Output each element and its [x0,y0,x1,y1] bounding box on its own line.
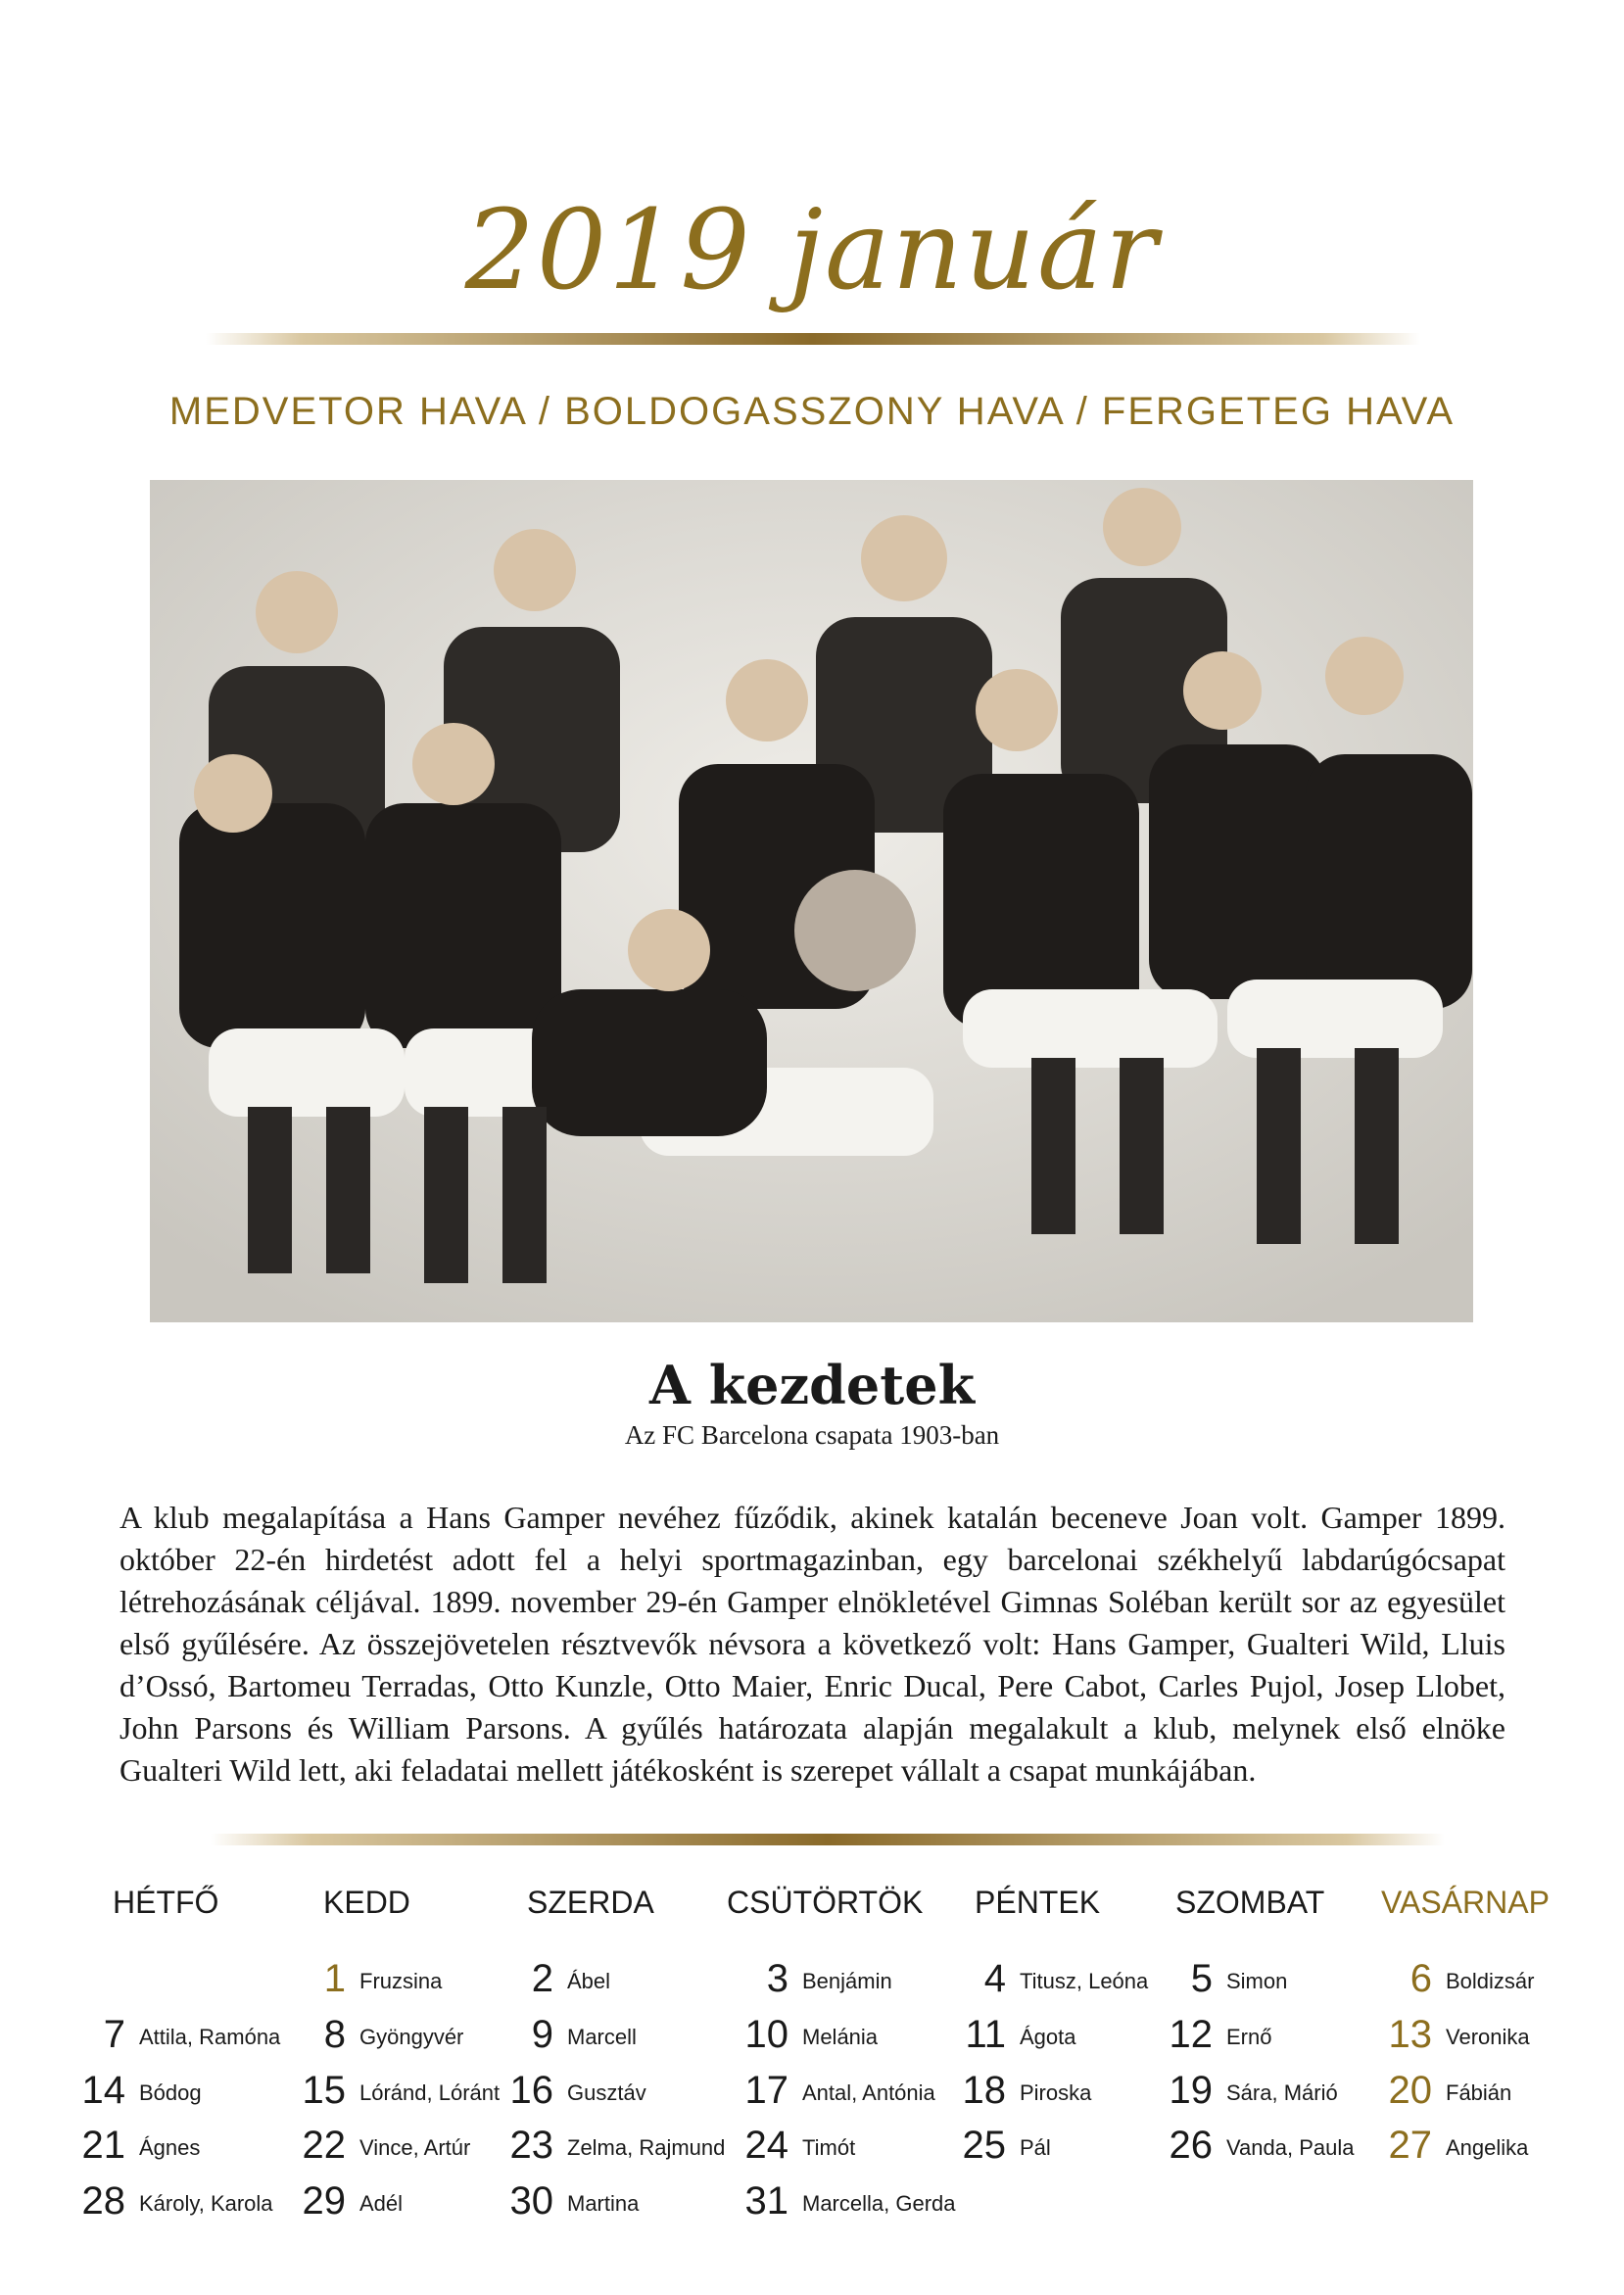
photo-caption: Az FC Barcelona csapata 1903-ban [624,1420,1000,1450]
calendar-day [267,1947,443,2000]
calendar-day [267,2059,501,2112]
name-day: Angelika [1446,2135,1529,2160]
day-number: 31 [744,2179,788,2223]
calendar-day [1354,2059,1512,2112]
calendar-day [475,2059,646,2112]
decorative-rule [211,1834,1445,1845]
calendar-day [47,2059,202,2112]
calendar-day [47,2003,281,2056]
day-number: 28 [81,2179,125,2223]
name-day: Marcell [567,2025,637,2049]
weekday-label: HÉTFŐ [113,1885,219,1920]
day-number: 4 [983,1957,1006,2000]
name-day: Ernő [1226,2025,1272,2049]
name-day: Adél [359,2191,404,2216]
calendar-day [267,2003,464,2056]
day-number: 26 [1169,2124,1213,2167]
name-day: Martina [567,2191,640,2216]
weekday-label: SZERDA [527,1885,654,1920]
calendar-day [1354,2003,1530,2056]
month-subtitle: MEDVETOR HAVA / BOLDOGASSZONY HAVA / FERGETEG HAVA [168,390,1456,433]
calendar-day [710,2003,879,2056]
page-title: 2019 január [464,187,1160,314]
calendar-day [475,1947,611,2000]
calendar-day [1134,2059,1338,2112]
calendar-day [1354,2114,1529,2167]
day-number: 7 [103,2013,125,2056]
name-day: Attila, Ramóna [139,2025,281,2049]
day-number: 8 [323,2013,346,2056]
calendar-day [928,2059,1092,2112]
day-number: 27 [1388,2124,1432,2167]
name-day: Károly, Karola [139,2191,273,2216]
calendar-day [47,2170,273,2223]
day-number: 1 [323,1957,346,2000]
article-heading: A kezdetek [649,1354,975,1416]
decorative-rule [206,333,1420,345]
name-day: Lóránd, Lóránt [359,2080,501,2105]
name-day: Sára, Márió [1226,2080,1338,2105]
calendar-day [47,2114,201,2167]
name-day: Veronika [1446,2025,1530,2049]
name-day: Titusz, Leóna [1020,1969,1149,1993]
name-day: Ágota [1020,2025,1076,2049]
day-number: 6 [1409,1957,1432,2000]
name-day: Ágnes [139,2135,201,2160]
weekday-header [0,1885,1624,1924]
name-day: Fruzsina [359,1969,443,1993]
name-day: Vince, Artúr [359,2135,471,2160]
calendar-day [928,2003,1076,2056]
day-number: 9 [531,2013,553,2056]
weekday-label: SZOMBAT [1175,1885,1325,1920]
day-number: 11 [965,2013,1006,2056]
day-number: 16 [509,2069,553,2112]
name-day: Vanda, Paula [1226,2135,1355,2160]
calendar-day [475,2170,640,2223]
weekday-label: PÉNTEK [975,1885,1101,1920]
name-day: Bódog [139,2080,202,2105]
calendar-day [928,1947,1149,2000]
name-day: Ábel [567,1969,611,1993]
name-day: Boldizsár [1446,1969,1535,1993]
calendar-day [1134,2114,1355,2167]
day-number: 24 [744,2124,788,2167]
day-number: 29 [302,2179,346,2223]
name-day: Simon [1226,1969,1288,1993]
name-day: Fábián [1446,2080,1512,2105]
day-number: 23 [509,2124,553,2167]
day-number: 2 [531,1957,553,2000]
day-number: 20 [1388,2069,1432,2112]
day-number: 18 [962,2069,1006,2112]
calendar-day [710,2114,856,2167]
day-number: 12 [1169,2013,1213,2056]
day-number: 10 [744,2013,788,2056]
day-number: 3 [766,1957,788,2000]
day-number: 25 [962,2124,1006,2167]
name-day: Pál [1020,2135,1051,2160]
name-day: Gyöngyvér [359,2025,464,2049]
name-day: Piroska [1020,2080,1092,2105]
name-day: Zelma, Rajmund [567,2135,726,2160]
calendar-day [475,2003,637,2056]
weekday-label: CSÜTÖRTÖK [727,1885,924,1920]
name-day: Melánia [802,2025,879,2049]
calendar-day [1134,2003,1272,2056]
name-day: Antal, Antónia [802,2080,935,2105]
day-number: 19 [1169,2069,1213,2112]
day-number: 21 [81,2124,125,2167]
calendar-day [267,2170,404,2223]
weekday-label: KEDD [323,1885,410,1920]
day-number: 22 [302,2124,346,2167]
calendar-day [475,2114,726,2167]
team-photo [150,480,1473,1322]
name-day: Gusztáv [567,2080,646,2105]
calendar-day [1134,1947,1288,2000]
day-number: 14 [81,2069,125,2112]
calendar-day [710,2170,956,2223]
day-number: 17 [744,2069,788,2112]
day-number: 5 [1190,1957,1213,2000]
team-photo-illustration [150,480,1473,1322]
weekday-label-sunday: VASÁRNAP [1381,1885,1550,1920]
calendar-day [710,2059,935,2112]
name-day: Marcella, Gerda [802,2191,956,2216]
article-body: A klub megalapítása a Hans Gamper nevéhez fűződik, akinek katalán beceneve Joan volt. Gamper 1899. október 22-én hirdetést adott fel a helyi sportmagazinban, egy barcelonai székhelyű labdarúgócsapat létrehozásának céljával. 1899. november 29-én Gamper elnökletével Gimnas Soléban került sor az egyesület első gyűlésére. Az összejövetelen résztvevők névsora a következő volt: Hans Gamper, Gualteri Wild, Lluis d’Ossó, Bartomeu Terradas, Otto Kunzle, Otto Maier, Enric Ducal, Pere Cabot, Carles Pujol, Josep Llobet, John Parsons és William Parsons. A gyűlés határozata alapján megalakult a klub, melynek első elnöke Gualteri Wild lett, aki feladatai mellett játékosként is szerepet vállalt a csapat munkájában. [119,1500,1505,1788]
name-day: Benjámin [802,1969,892,1993]
name-day: Timót [802,2135,856,2160]
calendar-day [710,1947,892,2000]
day-number: 13 [1388,2013,1432,2056]
calendar-day [1354,1947,1535,2000]
day-number: 15 [302,2069,346,2112]
day-number: 30 [509,2179,553,2223]
calendar-day [267,2114,471,2167]
calendar-day [928,2114,1051,2167]
